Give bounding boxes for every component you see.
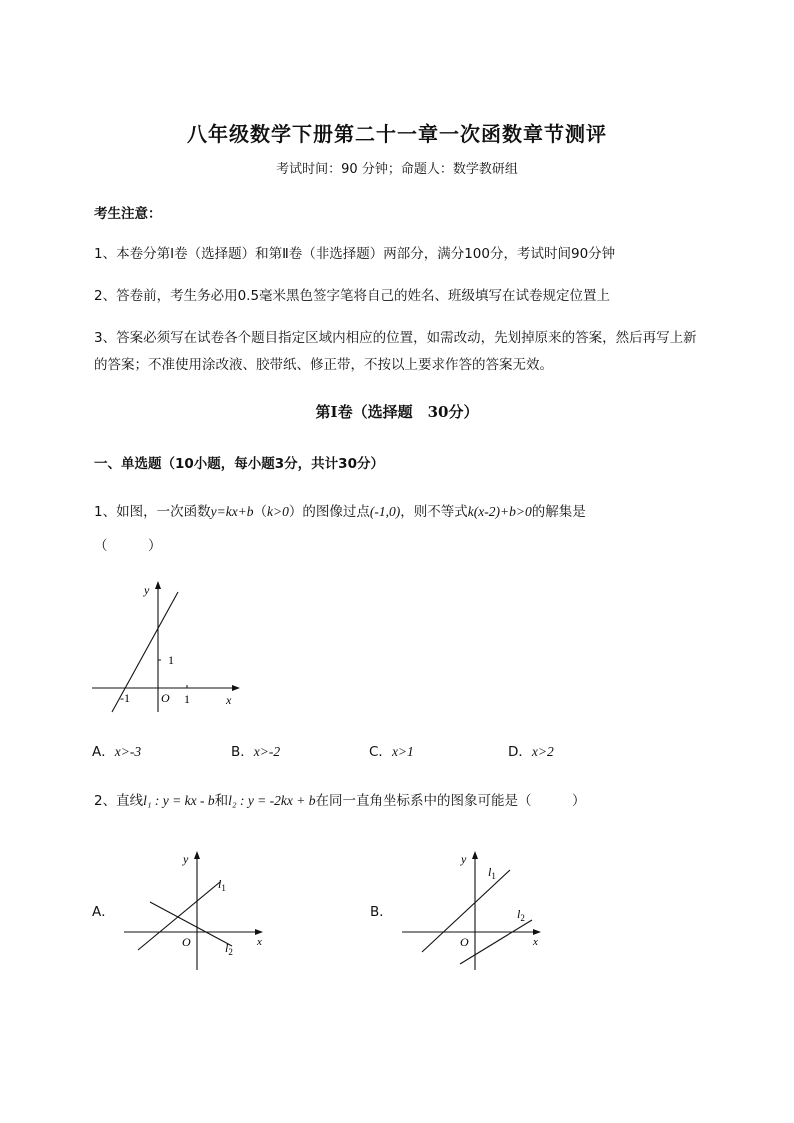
q1-tick-label-neg1: -1 xyxy=(120,691,130,705)
q1-x-arrow-icon xyxy=(232,685,240,691)
note-item-3: 3、答案必须写在试卷各个题目指定区域内相应的位置，如需改动，先划掉原来的答案，然后再写上新 xyxy=(94,330,697,346)
q2-graph-b xyxy=(398,844,548,976)
q1-origin-label: O xyxy=(161,691,170,705)
q2b-origin-label: O xyxy=(460,935,469,949)
q1-option-a-label: A． xyxy=(92,744,115,760)
q1-y-label: y xyxy=(144,583,150,597)
q2b-x-arrow-icon xyxy=(533,929,541,935)
q2-option-a-label[interactable]: A． xyxy=(92,904,115,920)
q2b-l1-letter: l xyxy=(488,865,492,879)
q1-answer-blank: （ ） xyxy=(94,538,162,554)
q1-option-c[interactable] xyxy=(369,740,414,760)
q2b-line-l2 xyxy=(460,920,532,964)
q2b-x-label: x xyxy=(533,936,538,948)
q2-graph-a xyxy=(120,844,270,976)
question-2-stem xyxy=(94,789,586,809)
q1-option-b-expr: x>-2 xyxy=(253,744,281,759)
q1-text-d: ，则不等式 xyxy=(400,504,468,520)
q2a-y-arrow-icon xyxy=(194,851,200,859)
q1-option-d-label: D． xyxy=(508,744,532,760)
section-heading: 一、单选题（10小题，每小题3分，共计30分） xyxy=(94,456,384,472)
q2a-x-label: x xyxy=(257,936,262,948)
page-title: 八年级数学下册第二十一章一次函数章节测评 xyxy=(187,122,607,146)
q1-option-c-expr: x>1 xyxy=(391,744,414,759)
note-item-2: 2、答卷前，考生务必用0.5毫米黑色签字笔将自己的姓名、班级填写在试卷规定位置上 xyxy=(94,288,611,304)
q2-l1-definition: l₁ : y = kx - b xyxy=(143,793,215,808)
notes-heading: 考生注意： xyxy=(94,206,162,222)
q1-point: (-1,0) xyxy=(369,504,401,519)
note-item-1: 1、本卷分第I卷（选择题）和第Ⅱ卷（非选择题）两部分，满分100分，考试时间90分钟 xyxy=(94,246,616,262)
q2a-x-arrow-icon xyxy=(255,929,263,935)
question-1-stem xyxy=(94,500,586,520)
q1-inequality: k(x-2)+b>0 xyxy=(467,504,532,519)
q2b-l2-label xyxy=(517,907,525,923)
q2a-l1-sub: 1 xyxy=(221,883,226,893)
q1-y-arrow-icon xyxy=(155,581,161,589)
q1-text-c: ）的图像过点 xyxy=(288,504,370,520)
q1-text-a: 1、如图，一次函数 xyxy=(94,504,211,520)
q1-graph xyxy=(90,578,250,718)
q1-option-a-expr: x>-3 xyxy=(114,744,142,759)
q2a-y-label: y xyxy=(183,852,189,866)
q1-text-b: （ xyxy=(253,504,268,520)
q1-option-a[interactable] xyxy=(92,740,141,760)
q2a-origin-label: O xyxy=(182,935,191,949)
q1-option-c-label: C． xyxy=(369,744,392,760)
q2a-line-l2 xyxy=(150,902,232,946)
q2a-l1-label xyxy=(218,877,226,893)
q2b-l2-letter: l xyxy=(517,907,521,921)
q2a-l2-sub: 2 xyxy=(228,947,233,957)
part1-heading: 第I卷（选择题 30分） xyxy=(315,403,479,421)
q1-text-e: 的解集是 xyxy=(531,504,586,520)
q2-option-b-label[interactable]: B． xyxy=(370,904,393,920)
q2-l2-definition: l₂ : y = -2kx + b xyxy=(228,793,316,808)
q2b-l2-sub: 2 xyxy=(520,913,525,923)
q1-condition: k>0 xyxy=(267,504,289,519)
q2a-l1-letter: l xyxy=(218,877,222,891)
q1-tick-label-y1: 1 xyxy=(168,653,174,667)
q2b-l1-label xyxy=(488,865,496,881)
q2-text-c: 在同一直角坐标系中的图象可能是（ ） xyxy=(315,793,586,809)
q1-tick-label-x1: 1 xyxy=(184,692,190,706)
q2-text-a: 2、直线 xyxy=(94,793,144,809)
q1-x-label: x xyxy=(226,693,232,707)
q1-option-b[interactable] xyxy=(231,740,280,760)
q1-option-d-expr: x>2 xyxy=(531,744,554,759)
q1-function: y=kx+b xyxy=(210,504,254,519)
q1-option-d[interactable] xyxy=(508,740,554,760)
q2b-y-arrow-icon xyxy=(472,851,478,859)
q2b-y-label: y xyxy=(461,852,467,866)
q1-option-b-label: B． xyxy=(231,744,254,760)
exam-info: 考试时间：90 分钟；命题人：数学教研组 xyxy=(276,162,518,177)
q2a-l2-label xyxy=(225,941,233,957)
q2-text-b: 和 xyxy=(214,793,229,809)
q2b-l1-sub: 1 xyxy=(491,871,496,881)
q2a-line-l1 xyxy=(138,882,220,950)
note-item-3-cont: 的答案；不准使用涂改液、胶带纸、修正带，不按以上要求作答的答案无效。 xyxy=(94,357,553,373)
q2a-l2-letter: l xyxy=(225,941,229,955)
